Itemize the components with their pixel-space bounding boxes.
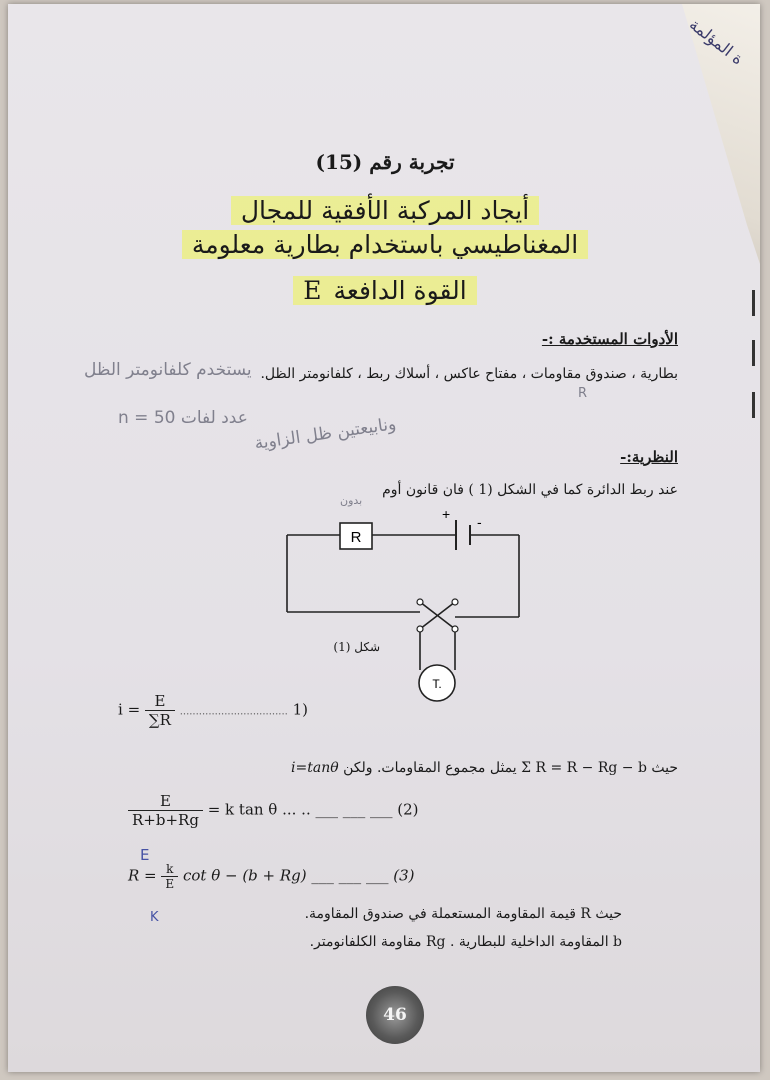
battery-minus: - xyxy=(477,514,482,530)
eq1-numerator: E xyxy=(145,692,175,711)
theory-heading: النظرية:- xyxy=(620,448,678,466)
tan-relation: i=tanθ xyxy=(291,760,339,776)
definition-line-1: حيث R قيمة المقاومة المستعملة في صندوق المقاومة. xyxy=(304,906,622,922)
experiment-number: تجربة رقم (15) xyxy=(315,150,455,174)
handwritten-note-3: ونابيعتين ظل الزاوية xyxy=(253,414,398,454)
circuit-diagram xyxy=(270,505,540,705)
eq1-lhs: i xyxy=(118,700,123,719)
handwritten-note-2: عدد لفات n = 50 xyxy=(118,408,248,428)
key-terminal xyxy=(452,599,458,605)
battery-plus: + xyxy=(442,506,451,522)
key-terminal xyxy=(452,626,458,632)
eq2-numerator: E xyxy=(128,792,203,811)
page-number-badge: 46 xyxy=(366,986,424,1044)
key-terminal xyxy=(417,626,423,632)
sum-relation: حيث Σ R = R − Rg − b يمثل مجموع المقاومات. ولكن xyxy=(343,760,678,776)
eq3-hand-k: K xyxy=(150,910,159,925)
eq1-denominator: ∑R xyxy=(148,711,171,729)
title-line-2: المغناطيسي باستخدام بطارية معلومة xyxy=(120,230,650,259)
eq2-rhs: = k tan θ ... .. ___ ___ ___ (2) xyxy=(207,800,419,819)
eq1-tag: 1) xyxy=(292,700,308,719)
eq3-hand-E: E xyxy=(140,846,150,864)
eq2-denominator: R+b+Rg xyxy=(132,811,199,829)
equation-3 xyxy=(128,862,414,891)
edge-mark xyxy=(752,340,755,366)
eq3-lhs: R = xyxy=(128,866,157,885)
handwritten-note-5: R xyxy=(578,386,588,401)
definition-line-2: b المقاومة الداخلية للبطارية . Rg مقاومة الكلفانومتر. xyxy=(309,934,622,950)
tools-list: بطارية ، صندوق مقاومات ، مفتاح عاكس ، أسلاك ربط ، كلفانومتر الظل. xyxy=(260,366,678,382)
equation-1: i = $\frac{E}{\sum R}$ .................................. 1) xyxy=(118,692,308,729)
corner-handwriting: ة المؤلمة xyxy=(685,14,748,69)
edge-mark xyxy=(752,290,755,316)
eq3-rhs: cot θ − (b + Rg) ___ ___ ___ (3) xyxy=(182,866,415,885)
galvanometer-label: T. xyxy=(432,677,442,691)
equation-2 xyxy=(128,792,419,829)
resistor-label: R xyxy=(350,529,362,546)
eq3-denominator: E xyxy=(165,877,175,891)
title-line-1: أيجاد المركبة الأفقية للمجال xyxy=(120,196,650,225)
title-line-3: القوة الدافعة E xyxy=(120,276,650,305)
tools-heading: الأدوات المستخدمة :- xyxy=(541,330,678,348)
handwritten-note-4: بدون xyxy=(340,494,363,507)
edge-mark xyxy=(752,392,755,418)
eq1-dots: .................................. xyxy=(179,706,288,718)
eq3-numerator: k xyxy=(161,862,178,877)
handwritten-note-1: يستخدم كلفانومتر الظل xyxy=(84,360,252,380)
theory-intro: عند ربط الدائرة كما في الشكل (1 ) فان قانون أوم xyxy=(382,482,678,498)
folded-corner xyxy=(630,4,760,264)
key-terminal xyxy=(417,599,423,605)
figure-caption: شكل (1) xyxy=(333,640,380,654)
sum-relation-line xyxy=(291,760,678,776)
